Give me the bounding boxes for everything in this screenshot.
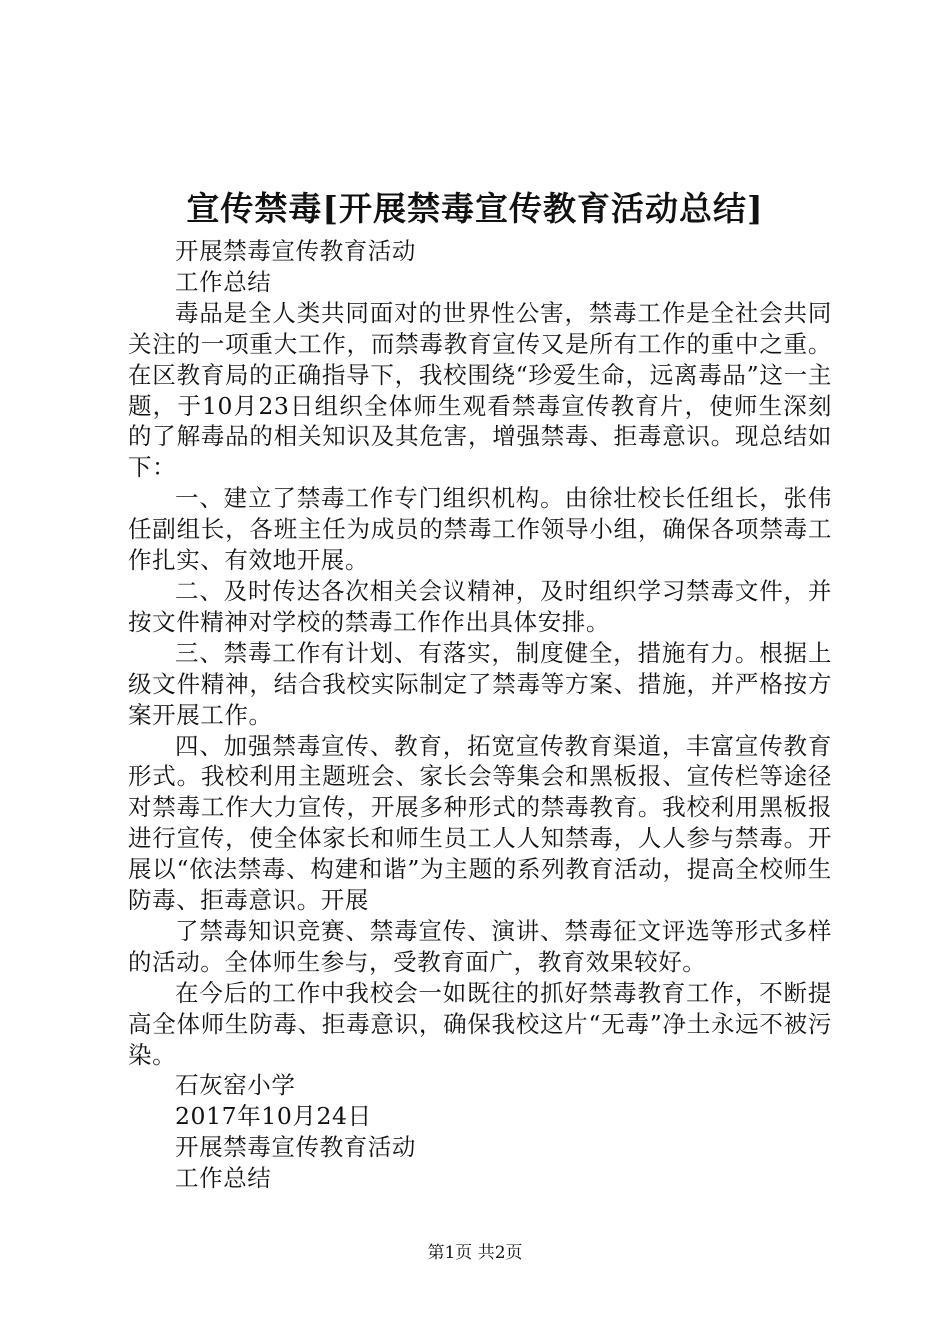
body-paragraph: 三、禁毒工作有计划、有落实，制度健全，措施有力。根据上级文件精神，结合我校实际制定了禁毒等方案、措施，并严格按方案开展工作。 (128, 638, 832, 729)
signature-date: 2017年10月24日 (175, 1102, 372, 1131)
document-body (128, 236, 832, 1194)
subtitle-line: 工作总结 (175, 267, 272, 296)
document-title: 宣传禁毒[开展禁毒宣传教育活动总结] (186, 189, 764, 228)
body-paragraph: 在今后的工作中我校会一如既往的抓好禁毒教育工作，不断提高全体师生防毒、拒毒意识，确保我校这片“无毒”净土永远不被污染。 (128, 978, 832, 1069)
subtitle-line: 开展禁毒宣传教育活动 (175, 1133, 416, 1162)
body-paragraph: 一、建立了禁毒工作专门组织机构。由徐壮校长任组长，张伟任副组长，各班主任为成员的禁毒工作领导小组，确保各项禁毒工作扎实、有效地开展。 (128, 484, 832, 575)
signature-school: 石灰窑小学 (175, 1071, 296, 1100)
body-paragraph: 二、及时传达各次相关会议精神，及时组织学习禁毒文件，并按文件精神对学校的禁毒工作作出具体安排。 (128, 576, 832, 636)
body-paragraph: 四、加强禁毒宣传、教育，拓宽宣传教育渠道，丰富宣传教育形式。我校利用主题班会、家长会等集会和黑板报、宣传栏等途径对禁毒工作大力宣传，开展多种形式的禁毒教育。我校利用黑板报进行宣传，使全体家长和师生员工人人知禁毒，人人参与禁毒。开展以“依法禁毒、构建和谐”为主题的系列教育活动，提高全校师生防毒、拒毒意识。开展 (128, 731, 832, 915)
subtitle-line: 开展禁毒宣传教育活动 (175, 237, 416, 265)
subtitle-line: 工作总结 (175, 1164, 272, 1193)
page-number: 第1页 共2页 (427, 1243, 523, 1263)
body-paragraph: 了禁毒知识竞赛、禁毒宣传、演讲、禁毒征文评选等形式多样的活动。全体师生参与，受教育面广，教育效果较好。 (128, 916, 832, 976)
body-paragraph: 毒品是全人类共同面对的世界性公害，禁毒工作是全社会共同关注的一项重大工作，而禁毒教育宣传又是所有工作的重中之重。在区教育局的正确指导下，我校围绕“珍爱生命，远离毒品”这一主题，于10月23日组织全体师生观看禁毒宣传教育片，使师生深刻的了解毒品的相关知识及其危害，增强禁毒、拒毒意识。现总结如下： (128, 298, 832, 482)
